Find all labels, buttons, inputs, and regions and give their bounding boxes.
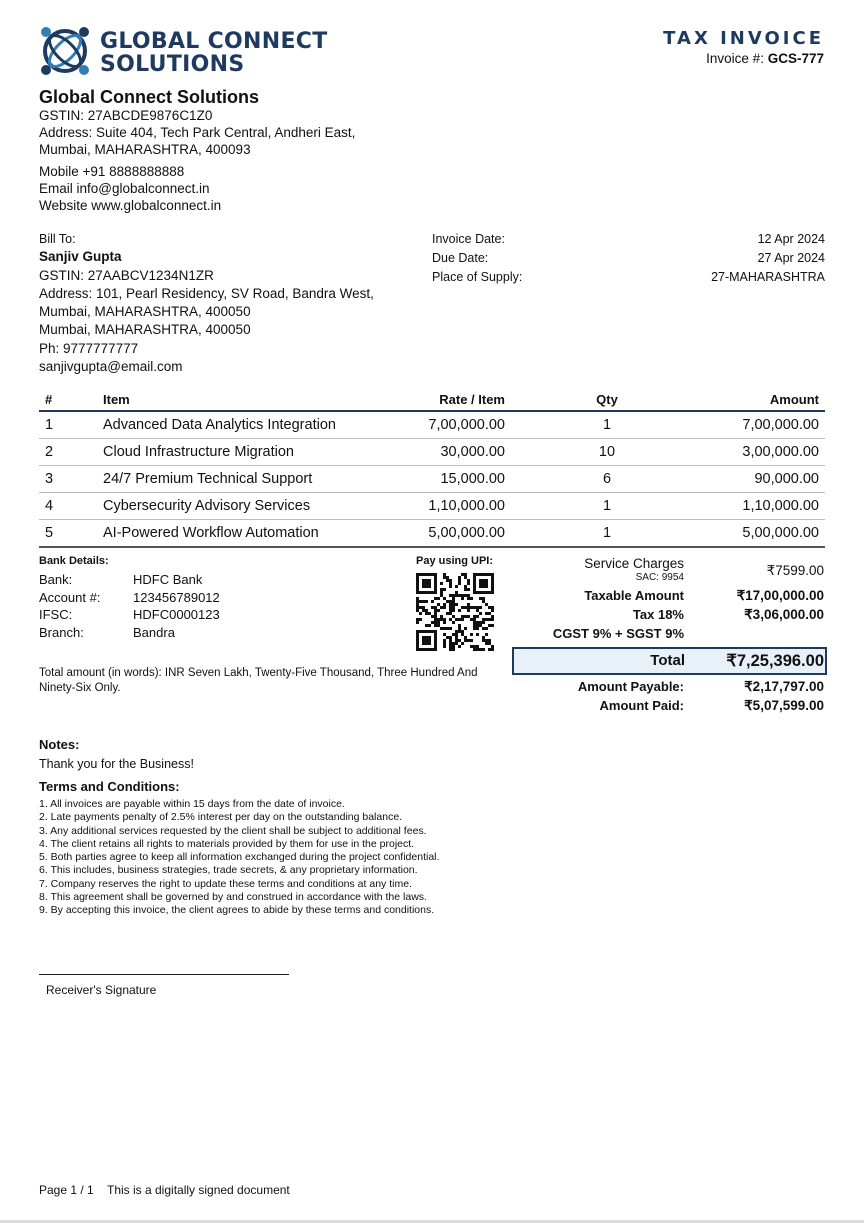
- col-qty: Qty: [511, 388, 703, 411]
- seller-address2: Mumbai, MAHARASHTRA, 400093: [39, 142, 251, 157]
- taxable-amount-label: Taxable Amount: [584, 588, 684, 603]
- cell-amount: 3,00,000.00: [703, 439, 825, 466]
- bank-label: IFSC:: [39, 607, 73, 622]
- seller-email: Email info@globalconnect.in: [39, 181, 210, 196]
- cell-rate: 15,000.00: [349, 466, 511, 493]
- cell-amount: 5,00,000.00: [703, 520, 825, 548]
- meta-label: Place of Supply:: [432, 270, 523, 284]
- bank-value: HDFC0000123: [133, 607, 220, 622]
- meta-label: Invoice Date:: [432, 232, 505, 246]
- cell-item: Advanced Data Analytics Integration: [97, 411, 349, 439]
- cell-rate: 5,00,000.00: [349, 520, 511, 548]
- seller-block: [39, 87, 355, 214]
- seller-address1: Address: Suite 404, Tech Park Central, Andheri East,: [39, 125, 356, 140]
- bank-row: [39, 624, 220, 642]
- tax-value: ₹3,06,000.00: [744, 607, 824, 622]
- terms-item: 8. This agreement shall be governed by and construed in accordance with the laws.: [39, 891, 427, 904]
- company-logo: [38, 24, 328, 80]
- terms-item: 2. Late payments penalty of 2.5% interest per day on the outstanding balance.: [39, 811, 403, 824]
- total-value: ₹7,25,396.00: [726, 652, 824, 670]
- cell-rate: 7,00,000.00: [349, 411, 511, 439]
- amount-in-words-line1: Total amount (in words): INR Seven Lakh, Twenty-Five Thousand, Three Hundred And: [39, 667, 478, 679]
- invoice-number: [706, 51, 824, 66]
- cell-qty: 10: [511, 439, 703, 466]
- invoice-meta: [432, 230, 825, 287]
- cell-amount: 7,00,000.00: [703, 411, 825, 439]
- meta-value: 27-MAHARASHTRA: [711, 270, 825, 284]
- col-amount: Amount: [703, 388, 825, 411]
- customer-gstin: GSTIN: 27AABCV1234N1ZR: [39, 267, 214, 283]
- amount-payable-label: Amount Payable:: [577, 679, 684, 694]
- terms-item: 9. By accepting this invoice, the client agrees to abide by these terms and conditions.: [39, 904, 435, 917]
- cell-item: Cybersecurity Advisory Services: [97, 493, 349, 520]
- bill-to-block: [39, 230, 374, 376]
- cell-item: AI-Powered Workflow Automation: [97, 520, 349, 548]
- total-label: Total: [650, 652, 685, 669]
- amount-payable-value: ₹2,17,797.00: [744, 679, 824, 694]
- cell-index: 5: [39, 520, 97, 548]
- cell-index: 3: [39, 466, 97, 493]
- seller-name: Global Connect Solutions: [39, 87, 259, 107]
- bill-to-label: Bill To:: [39, 232, 76, 246]
- service-charges-value: ₹7599.00: [766, 563, 824, 578]
- col-rate: Rate / Item: [349, 388, 511, 411]
- meta-value: 12 Apr 2024: [757, 232, 825, 246]
- tax-label: Tax 18%: [632, 607, 684, 622]
- cell-qty: 1: [511, 411, 703, 439]
- amount-paid-value: ₹5,07,599.00: [744, 698, 824, 713]
- cell-amount: 90,000.00: [703, 466, 825, 493]
- meta-value: 27 Apr 2024: [757, 251, 825, 265]
- service-charges-label: Service Charges: [584, 556, 684, 571]
- globe-network-icon: [38, 24, 92, 78]
- amount-in-words-line2: Ninety-Six Only.: [39, 682, 121, 694]
- signature-line: [39, 974, 289, 975]
- table-row: [39, 520, 825, 548]
- terms-item: 4. The client retains all rights to materials provided by them for use in the project.: [39, 837, 415, 850]
- cgst-sgst-label: CGST 9% + SGST 9%: [552, 626, 684, 641]
- cell-qty: 1: [511, 520, 703, 548]
- invoice-number-value: GCS-777: [767, 51, 824, 66]
- items-table: [39, 388, 825, 548]
- bank-label: Branch:: [39, 624, 84, 640]
- cell-rate: 30,000.00: [349, 439, 511, 466]
- table-row: [39, 493, 825, 520]
- amount-paid-label: Amount Paid:: [599, 698, 684, 713]
- notes-text: Thank you for the Business!: [39, 757, 194, 771]
- bank-label: Account #:: [39, 589, 101, 605]
- taxable-amount-value: ₹17,00,000.00: [736, 588, 824, 603]
- invoice-number-label: Invoice #:: [706, 51, 764, 66]
- table-row: [39, 439, 825, 466]
- meta-label: Due Date:: [432, 251, 489, 265]
- cell-rate: 1,10,000.00: [349, 493, 511, 520]
- meta-row: [432, 230, 825, 249]
- terms-item: 1. All invoices are payable within 15 days from the date of invoice.: [39, 798, 345, 810]
- cell-index: 2: [39, 439, 97, 466]
- customer-address3: Mumbai, MAHARASHTRA, 400050: [39, 322, 251, 338]
- upi-qr-code: [416, 573, 494, 651]
- bank-details: [39, 555, 220, 641]
- bank-row: [39, 606, 220, 624]
- cell-qty: 6: [511, 466, 703, 493]
- cell-index: 4: [39, 493, 97, 520]
- sac-code: SAC: 9954: [635, 572, 684, 583]
- upi-label: Pay using UPI:: [416, 555, 494, 567]
- meta-row: [432, 268, 825, 287]
- customer-name: Sanjiv Gupta: [39, 249, 122, 265]
- table-row: [39, 411, 825, 439]
- document-title: TAX INVOICE: [663, 28, 824, 49]
- notes-title: Notes:: [39, 737, 80, 752]
- bank-row: [39, 571, 220, 589]
- amount-in-words: [39, 666, 509, 696]
- customer-address1: Address: 101, Pearl Residency, SV Road, Bandra West,: [39, 285, 374, 301]
- bank-row: [39, 589, 220, 607]
- seller-website: Website www.globalconnect.in: [39, 198, 222, 213]
- terms-item: 5. Both parties agree to keep all information exchanged during the project confidential.: [39, 851, 440, 864]
- bank-label: Bank:: [39, 572, 73, 587]
- page-number: Page 1 / 1: [39, 1183, 94, 1197]
- cell-qty: 1: [511, 493, 703, 520]
- bank-value: HDFC Bank: [133, 572, 203, 587]
- col-index: #: [39, 388, 97, 411]
- terms-list: [39, 798, 439, 918]
- total-box: [512, 647, 827, 675]
- cell-amount: 1,10,000.00: [703, 493, 825, 520]
- terms-item: 3. Any additional services requested by the client shall be subject to additional fees.: [39, 824, 427, 837]
- logo-line2: SOLUTIONS: [100, 52, 245, 77]
- bank-value: Bandra: [133, 624, 175, 640]
- customer-address2: Mumbai, MAHARASHTRA, 400050: [39, 304, 251, 320]
- cell-item: Cloud Infrastructure Migration: [97, 439, 349, 466]
- customer-email: sanjivgupta@email.com: [39, 359, 183, 375]
- col-item: Item: [97, 388, 349, 411]
- terms-item: 6. This includes, business strategies, trade secrets, & any proprietary information.: [39, 864, 418, 877]
- table-header-row: [39, 388, 825, 411]
- customer-phone: Ph: 9777777777: [39, 340, 139, 356]
- terms-item: 7. Company reserves the right to update these terms and conditions at any time.: [39, 877, 412, 890]
- logo-line1: GLOBAL CONNECT: [100, 29, 328, 54]
- meta-row: [432, 249, 825, 268]
- table-row: [39, 466, 825, 493]
- seller-gstin: GSTIN: 27ABCDE9876C1Z0: [39, 108, 213, 123]
- footer-note: This is a digitally signed document: [107, 1183, 290, 1197]
- cell-index: 1: [39, 411, 97, 439]
- seller-mobile: Mobile +91 8888888888: [39, 164, 185, 179]
- bank-value: 123456789012: [133, 589, 220, 605]
- signature-label: Receiver's Signature: [46, 983, 157, 997]
- cell-item: 24/7 Premium Technical Support: [97, 466, 349, 493]
- terms-title: Terms and Conditions:: [39, 779, 180, 794]
- bank-details-title: Bank Details:: [39, 555, 109, 567]
